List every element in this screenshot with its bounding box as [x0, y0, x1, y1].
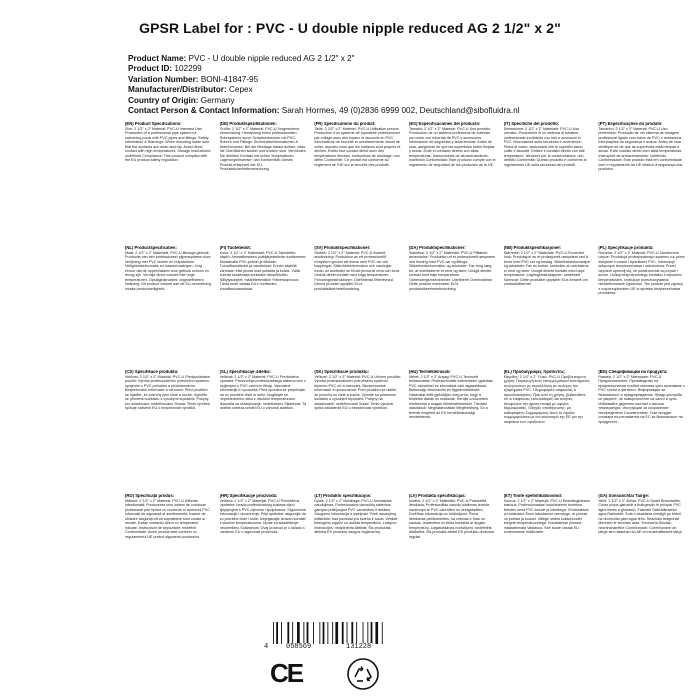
section-pl — [598, 246, 685, 370]
section-heading: (DE) Produktspezifikationen: — [219, 122, 277, 126]
recycling-icon — [345, 656, 381, 692]
ce-mark: CE — [270, 658, 303, 688]
section-text: Размер: 2 1/2" x 2" Материал: PVC-U Предназначение: Производство на професионална тръбна система чрез залепване с PVC тръби и фитинги. Информация за безопасност и предупреждения: Преди употреба се уверете, че повърхностите са чисти и сухи. Избягвайте директен контакт с високи температури. Инструкции за съхранение: неопределено Съответствие: Този продукт отговаря на регламента на ЕС за безопасност на продуктите. — [598, 374, 685, 424]
barcode-bar — [303, 622, 304, 644]
section-it — [504, 122, 591, 246]
section-heading: (FR) Spécifications du produit: — [314, 122, 376, 126]
section-heading: (SK) Špecifikácie produktu: — [314, 370, 370, 374]
section-heading: (IT) Specifiche del prodotto: — [503, 122, 560, 126]
barcode-group-2: 131228 — [346, 643, 372, 651]
barcode-bar — [356, 622, 357, 644]
barcode-bar — [382, 622, 383, 644]
barcode-left-digit: 4 — [264, 643, 269, 651]
section-lv — [409, 494, 496, 618]
section-text: Veličina: 2 1/2" x 2" Materijal: PVC-U Predviđena upotreba: Izrada profesionalnog sustava cijevi lijepljenjem s PVC cijevima i spojnicama. Sigurnosne informacije i upozorenja: Prije upotrebe osigurajte da su površine čiste i suhe. Izbjegavajte izravan kontakt s visokim temperaturama. Upute za skladištenje: neodređeno Sukladnost: Ovaj proizvod je u skladu s uredbom EU o sigurnosti proizvoda. — [219, 498, 306, 534]
section-text: Méret: 2 1/2" x 2" Anyag: PVC-U Tervezett felhasználás: Professzionális csőrendszer gyártása PVC csövekkel és idomokkal való ragasztással. Biztonsági információk és figyelmeztetések: Használat előtt győződjön meg arról, hogy a felületek tiszták és szárazak. Kerülje a közvetlen érintkezést a magas hőmérsékletekkel. Tárolási utasítások: Meghatározatlan Megfelelőség: Ez a termék megfelel az EU termékbiztonsági rendeletének. — [408, 374, 493, 419]
product-id-row — [128, 64, 688, 74]
info-key: Variation Number: — [128, 74, 199, 84]
barcode-group-1: 058569 — [286, 643, 312, 651]
section-text: Tamanho: 2 1/2" x 2" Material: PVC-U Uso pretendido: Produção de um sistema de tubagem profissional ligado com tubos de PVC e acessórios. Informações de segurança e avisos: Antes de usar certifique-se de que as superfícies estão limpas e secas. Evite contato direto com altas temperaturas. Instruções de armazenamento: indefinido Conformidade: Este produto está em conformidade com o regulamento da UE relativo à segurança dos produtos. — [598, 126, 683, 171]
section-heading: (SV) Produktspecifikationer: — [314, 246, 371, 250]
section-cs — [125, 370, 212, 494]
section-heading: (HU) Termékleírások: — [408, 370, 451, 374]
info-value: Sarah Hormes, 49 (0)2836 6999 002, Deutschland@sibofluidra.nl — [281, 106, 520, 116]
section-sk — [314, 370, 401, 494]
section-hr — [220, 494, 307, 618]
barcode-bar — [327, 622, 328, 644]
section-heading: (GA) Sonraíochtaí Táirge: — [598, 494, 650, 498]
section-text: Taille: 2 1/2" x 2" Matériel: PVC-U Utilisation prévue: Production d'un système de tuyauterie professionnel par collage avec des tuyaux et raccords en PVC. Informations de sécurité et avertissements: Avant de coller, assurez-vous que les surfaces sont propres et sèches. Évitez tout contact direct avec des températures élevées. Instructions de stockage: non défini Conformité: Ce produit est conforme au règlement de l'UE sur la sécurité des produits. — [314, 126, 401, 167]
section-da — [409, 246, 496, 370]
section-text: Veľkosť: 2 1/2" x 2" Materiál: PVC-U Určené použitie: Výroba profesionálneho potrubného systému lepením PVC rúr a tvaroviek. Bezpečnostné informácie a upozornenia: Pred použitím sa uistite, že povrchy sú čisté a suché. Vyhnite sa priamemu kontaktu s vysokými teplotami. Pokyny na skladovanie: nedefinované Súlad: Tento výrobok spĺňa nariadenie EÚ o bezpečnosti výrobkov. — [314, 374, 401, 410]
section-text: Velikost: 2 1/2" x 2" Materiál: PVC-U Předpokládané použití: Výroba profesionálního potrubního systému spojením s PVC potrubím a příslušenstvím. Bezpečnostní informace a varování: Před použitím se ujistěte, že povrchy jsou čisté a suché. Vyhněte se přímému kontaktu s vysokými teplotami. Pokyny pro skladování: nedefinováno Shoda: Tento výrobek splňuje nařízení EU o bezpečnosti výrobků. — [125, 374, 211, 410]
section-text: Izmērs: 2 1/2" x 2" Materiāls: PVC-U Paredzētā lietošana: Profesionālas cauruļu sistēmas izveide, savienojot ar PVC caurulēm un veidgabaliem. Drošības informācija un brīdinājumi: Pirms lietošanas pārliecinieties, ka virsmas ir tīras un sausas. Izvairieties no tieša kontakta ar augstu temperatūru. Uzglabāšanas norādījumi: nedefinēts Atbilstība: Šis produkts atbilst ES produktu drošuma regulai. — [408, 498, 494, 539]
barcode-bar — [292, 622, 293, 644]
section-text: Größe: 2 1/2" x 2" Material: PVC-U Vorgesehene Verwendung: Herstellung eines professionellen Rohrsystems durch Schwimmbecken mit PVC-Rohren und Fittings. Sicherheitsinformationen & Warnhinweise: Bei der Montage darauf achten, dass die Oberflächen sauber und trocken sind. Vermeiden Sie direkten Kontakt mit hohen Temperaturen. Lagerungshinweise: nan Konformität: Dieses Produkt entspricht der EU-Produktsicherheitsverordnung. — [219, 126, 306, 171]
barcode-bar — [273, 622, 274, 644]
section-heading: (ET) Toote spetsifikatsioonid: — [503, 494, 563, 498]
section-heading: (PT) Especificações do produto: — [598, 122, 663, 126]
section-sl — [220, 370, 307, 494]
section-heading: (LT) Produkto specifikacijos: — [314, 494, 372, 498]
section-heading: (PL) Specyfikacje produktu: — [598, 246, 654, 250]
info-value: BONI-41847-95 — [200, 74, 259, 84]
section-bg — [598, 370, 685, 494]
barcode-bar — [335, 622, 338, 644]
section-text: Rozmiar: 2 1/2" x 2" Materiał: PVC-U Zamierzone użycie: Produkcja profesjonalnego systemu rur przez sklejanie z rurami i łącznikami PVC. Informacje dotyczące bezpieczeństwa i ostrzeżenia: Przed użyciem upewnij się, że powierzchnie są czyste i suche. Unikaj bezpośredniego kontaktu z wysokimi temperaturami. Instrukcje przechowywania: niezdefiniowane Zgodność: Ten produkt jest zgodny z rozporządzeniem UE w sprawie bezpieczeństwa produktów. — [598, 250, 685, 295]
barcode-bar — [297, 622, 300, 644]
section-heading: (FI) Tuotetiedot: — [219, 246, 252, 250]
section-heading: (SL) Specifikacije izdelka: — [219, 370, 271, 374]
section-text: Méid: 2 1/2" x 2" Ábhar: PVC-U Úsáid Bheartaithe: Córas píopa gairmiúil a tháirgeadh trí phíopaí PVC agus feistis a ghreamú. Faisnéis Sábháilteachta agus Rabhaidh: Sula n-úsáidtear cinntigh go bhfuil na dromchlaí glan agus tirim. Seachain teagmháil dhíreach le teochtaí arda. Treoracha Stórála: neamhshainithe Comhlíonadh: Comhlíonann an táirge seo rialachán an AE um shábháilteacht táirgí. — [598, 498, 683, 534]
barcode-bar — [342, 622, 344, 644]
barcode-bar — [281, 622, 282, 644]
barcode-bar — [363, 622, 364, 644]
section-heading: (LV) Produkta specifikācijas: — [408, 494, 466, 498]
barcode-bar — [307, 622, 309, 644]
manufacturer-row — [128, 85, 688, 95]
page-title: GPSR Label for : PVC - U double nipple reduced AG 2 1/2" x 2" — [139, 20, 561, 36]
section-ro — [125, 494, 212, 618]
section-text: Μέγεθος: 2 1/2" x 2" Υλικό: PVC-U Προβλεπόμενη χρήση: Παραγωγή ενός επαγγελματικού συστήματος σωληνώσεων με συγκόλληση με σωλήνες και εξαρτήματα PVC. Πληροφορίες ασφαλείας & προειδοποιήσεις: Πριν από τη χρήση, βεβαιωθείτε ότι οι επιφάνειες είναι καθαρές και στεγνές. Αποφύγετε την άμεση επαφή με υψηλές θερμοκρασίες. Οδηγίες αποθήκευσης: μη καθορισμένο Συμμόρφωση: Αυτό το προϊόν συμμορφώνεται με τον κανονισμό της ΕΕ για την ασφάλεια των προϊόντων. — [503, 374, 590, 424]
section-heading: (CS) Specifikace produktu: — [125, 370, 179, 374]
section-heading: (NL) Productspecificaties: — [125, 246, 177, 250]
section-text: Velikost: 2 1/2" x 2" Material: PVC-U Predvidena uporaba: Proizvodnja profesionalnega sistema cevi z lepljenjem s PVC cevmi in fitingi. Varnostne informacije in opozorila: Pred uporabo se prepričajte, da so površine čiste in suhe. Izogibajte se neposrednemu stiku z visokimi temperaturami. Navodila za shranjevanje: nedefinirano Skladnost: Ta izdelek ustreza uredbi EU o varnosti izdelkov. — [219, 374, 307, 410]
section-text: Size: 2 1/2" x 2" Material: PVC-U Intended Use: Production of a professional pipe system for swimming pools with PVC pipes and fittings. Safety information & Warnings: When mounting make sure that the surfaces are clean and dry. Avoid direct contact with high temperatures. Storage Instructions: undefined Compliance: This product complies with the EU product safety regulation. — [125, 126, 212, 162]
section-heading: (BG) Спецификации на продукта: — [598, 370, 668, 374]
barcode-bar — [367, 622, 368, 644]
info-key: Product Name: — [128, 54, 187, 63]
contact-row — [128, 106, 688, 116]
section-text: Dydis: 2 1/2" x 2" Medžiaga: PVC-U Numatytas naudojimas: Profesionalios vamzdžių sistemos gamyba priklijuojant PVC vamzdžius ir detales. Saugumo informacija ir įspėjimai: Prieš naudojimą įsitikinkite, kad paviršiai yra švarūs ir sausi. Venkite tiesioginio sąlyčio su aukšta temperatūra. Laikymo instrukcijos: neapibrėžta Atitiktis: Šis produktas atitinka ES produktų saugos reglamentą. — [314, 498, 398, 534]
section-ga — [598, 494, 685, 618]
section-heading: (NB) Produktspesifikasjoner: — [503, 246, 562, 250]
section-nl — [125, 246, 212, 370]
section-heading: (EL) Προδιαγραφές προϊόντος: — [503, 370, 566, 374]
section-es — [409, 122, 496, 246]
product-info — [128, 54, 688, 116]
barcode-bar — [351, 622, 353, 644]
info-key: Manufacturer/Distributor: — [128, 85, 227, 95]
barcode-bar — [371, 622, 373, 644]
info-value: Germany — [200, 95, 235, 105]
barcode-bars — [273, 622, 403, 644]
section-en — [125, 122, 212, 246]
info-key: Product ID: — [128, 64, 173, 74]
barcode — [263, 622, 413, 652]
section-heading: (EN) Product Specifications: — [125, 122, 182, 126]
barcode-bar — [287, 622, 289, 644]
section-text: Suurus: 2 1/2" x 2" Materjal: PVC-U Eesmärgipärane kasutus: Professionaalse torusüsteemi tootmine, liimides need PVC-torude ja liitmikega. Ohutusteave ja hoiatused: Enne kasutamist veenduge, et pinnad on puhtad ja kuivad. Vältige otsest kokkupuudet kõrgete temperatuuridega. Hoiustamise juhised: määratlemata Vastavus: See toode vastab ELi tooteohutuse määrusele. — [503, 498, 590, 534]
barcode-bar — [347, 622, 348, 644]
section-text: Koko: 2 1/2" x 2" Materiaali: PVC-U Tarkoitettu käyttö: Ammattimaisen putkijärjestelmän tuottaminen liimaamalla PVC-putkiin ja liitoksiin. Turvallisuustiedot ja varoitukset: Ennen käyttöä varmista, että pinnat ovat puhtaita ja kuivia. Vältä suoraa kosketusta korkeisiin lämpötiloihin. Säilytysohjeet: määrittelemätön Yhteensopivuus: Tämä tuote vastaa EU:n tuotteiden turvallisuusasetusta. — [219, 250, 306, 291]
country-of-origin-row — [128, 96, 688, 106]
section-heading: (DA) Produktspecifikationer: — [408, 246, 466, 250]
section-text: Mărime: 2 1/2" x 2" Material: PVC-U Utilizare intenționată: Producerea unui sistem de conducte profesional prin lipirea cu conducte și accesorii PVC. Informații de siguranță și avertismente: Înainte de utilizare asigurați-vă că suprafețele sunt curate și uscate. Evitați contactul direct cu temperaturi ridicate. Instrucțiuni de depozitare: nedefinit Conformitate: Acest produs este conform cu regulamentul UE privind siguranța produselor. — [125, 498, 211, 539]
section-et — [504, 494, 591, 618]
info-key: Contact Person & Contact Information: — [128, 106, 280, 116]
barcode-bar — [332, 622, 333, 644]
section-pt — [598, 122, 685, 246]
info-key: Country of Origin: — [128, 95, 199, 105]
section-text: Maat: 2 1/2" x 2" Materiaal: PVC-U Beoogd gebruik: Productie van een professioneel pijpensysteem door verlijming met PVC buizen en hulpstukken. Veiligheidsinformatie en waarschuwingen: Zorg ervoor dat de oppervlakken voor gebruik schoon en droog zijn. Vermijd direct contact met hoge temperaturen. Opslaginstructies: ongedefinieerd Naleving: Dit product voldoet aan de EU-verordening inzake productveiligheid. — [125, 250, 212, 291]
section-lt — [314, 494, 401, 618]
info-value: 102299 — [174, 64, 202, 74]
product-name-row — [128, 54, 688, 64]
barcode-bar — [323, 622, 325, 644]
language-sections-grid — [125, 122, 685, 618]
barcode-bar — [276, 622, 278, 644]
section-sv — [314, 246, 401, 370]
section-text: Størrelse: 2 1/2" x 2" Materiale: PVC-U Påtænkt anvendelse: Produktion af et professionelt rørsystem ved limning med PVC-rør og fittings. Sikkerhedsinformation og advarsler: Før brug sørg for, at overfladerne er rene og tørre. Undgå direkte kontakt med høje temperaturer. Opbevaringsinstruktioner: Udefineret Overholdelse: Dette produkt overholder EU's produktsikkerhedsforordning. — [408, 250, 496, 291]
section-hu — [409, 370, 496, 494]
section-heading: (ES) Especificaciones del producto: — [408, 122, 481, 126]
section-text: Storlek: 2 1/2" x 2" Material: PVC-U Avsedd användning: Produktion av ett professionellt rörsystem genom att limma med PVC-rör och kopplingar. Säkerhetsinformation och varningar: Innan du använder se till att ytorna är rena och torra. Undvik direkt kontakt med höga temperaturer. Förvaringsinstruktioner: Odefinierad Efterlevnad: Denna produkt uppfyller EU:s produktsäkerhetsförordning. — [314, 250, 401, 291]
section-de — [220, 122, 307, 246]
variation-number-row — [128, 75, 688, 85]
section-fr — [314, 122, 401, 246]
section-el — [504, 370, 591, 494]
barcode-bar — [313, 622, 314, 644]
barcode-bar — [375, 622, 378, 644]
info-value: Cepex — [229, 85, 253, 95]
barcode-bar — [319, 622, 320, 644]
section-text: Størrelse: 2 1/2" x 2" Materiale: PVC-U Forventet bruk: Produksjon av et profesjonelt rørsystem ved å limes med PVC-rør og beslag. Sikkerhetsinformasjon og advarsler: Før du bruker, kontroller at overflatene er rene og tørre. Unngå direkte kontakt med høye temperaturer. Lagringsinstruksjoner: undefinert Samsvar: Dette produktet oppfyller EUs forskrift om produktsikkerhet. — [503, 250, 591, 286]
section-fi — [220, 246, 307, 370]
section-text: Dimensione: 2 1/2" x 2" Materiale: PVC-U Uso previsto: Produzione di un sistema di tubature professionale incollando con tubi e accessori in PVC. Informazioni sulla sicurezza e avvertenze: Prima di usare, assicurarsi che le superfici siano pulite e asciutte. Evitare il contatto diretto con alte temperature. Istruzioni per la conservazione: non definito Conformità: Questo prodotto è conforme al regolamento UE sulla sicurezza dei prodotti. — [503, 126, 587, 167]
section-nb — [504, 246, 591, 370]
section-text: Tamaño: 2 1/2" x 2" Material: PVC-U Uso previsto: Producción de un sistema profesional de tuberías por unión con tuberías de PVC y accesorios. Información de seguridad y advertencias: Antes de usar, asegúrese de que las superficies estén limpias y secas. Evite el contacto directo con altas temperaturas. Instrucciones de almacenamiento: indefinido Conformidad: Este producto cumple con el reglamento de seguridad de los productos de la UE. — [408, 126, 496, 167]
section-heading: (RO) Specificații produs: — [125, 494, 175, 498]
section-heading: (HR) Specifikacije proizvoda: — [219, 494, 278, 498]
info-value: PVC - U double nipple reduced AG 2 1/2" x 2" — [188, 54, 355, 63]
